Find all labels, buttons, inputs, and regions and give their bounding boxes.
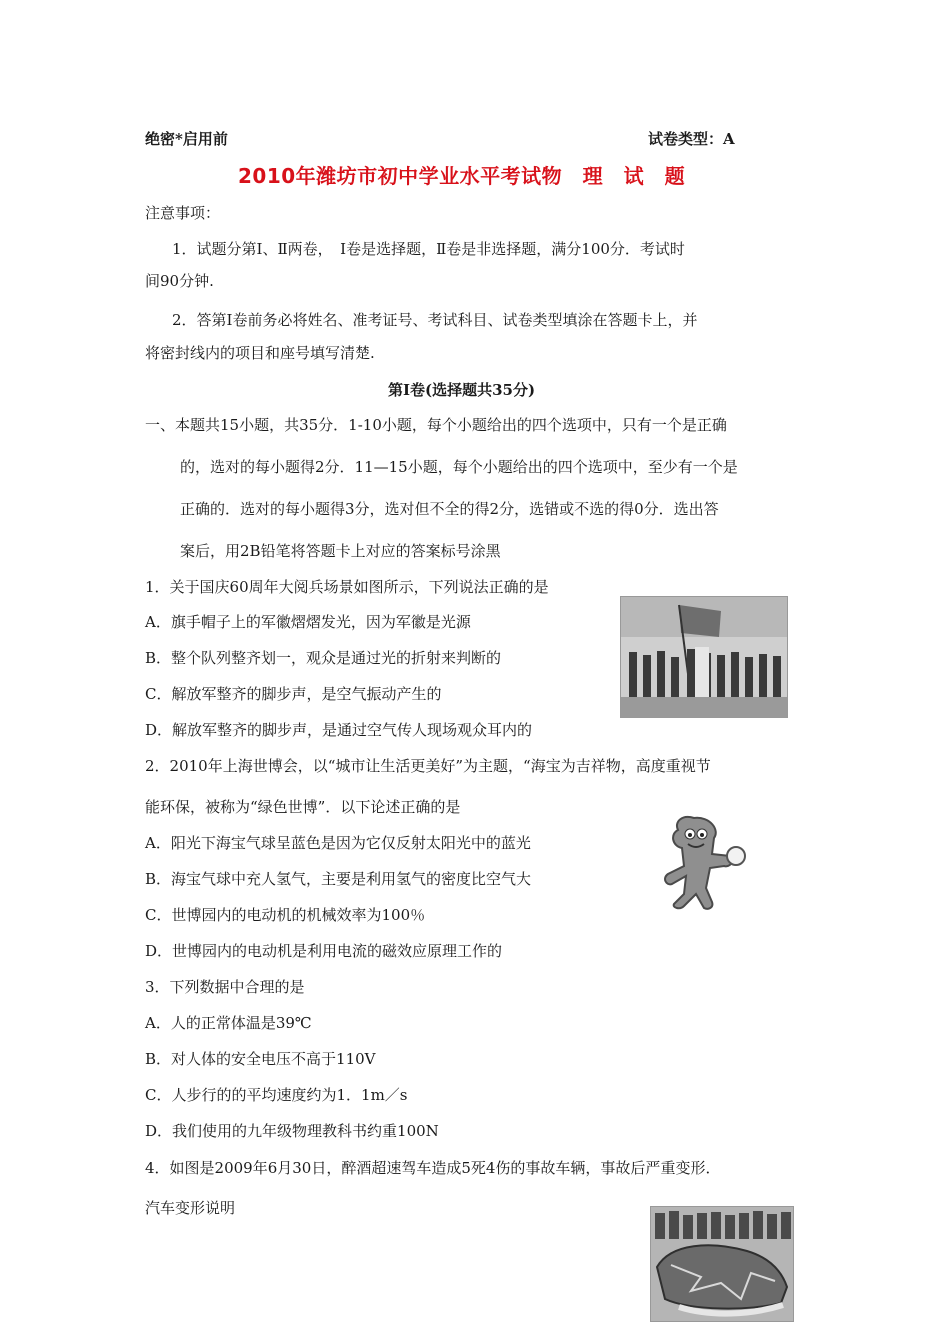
confidential-label: 绝密*启用前 — [145, 130, 228, 148]
question-4-stem-line-2: 汽车变形说明 — [145, 1199, 236, 1217]
paper-type-label: 试卷类型：A — [648, 130, 735, 148]
question-3-option-b: B．对人体的安全电压不高于110V — [145, 1050, 376, 1068]
section-1-title: 第Ⅰ卷(选择题共35分) — [388, 381, 536, 399]
question-2-option-c: C．世博园内的电动机的机械效率为100％ — [145, 906, 426, 924]
question-1-stem: 1．关于国庆60周年大阅兵场景如图所示，下列说法正确的是 — [145, 578, 549, 596]
notice-heading: 注意事项： — [145, 204, 221, 222]
instructions-line-1: 一、本题共15小题，共35分．1-10小题，每个小题给出的四个选项中，只有一个是正确 — [145, 416, 727, 434]
instructions-line-2: 的，选对的每小题得2分．11—15小题，每个小题给出的四个选项中，至少有一个是 — [180, 458, 738, 476]
question-3-option-d: D．我们使用的九年级物理教科书约重100N — [145, 1122, 439, 1140]
wrecked-car-photo — [650, 1206, 794, 1322]
instructions-line-4: 案后，用2B铅笔将答题卡上对应的答案标号涂黑 — [180, 542, 501, 560]
question-1-option-c: C．解放军整齐的脚步声，是空气振动产生的 — [145, 685, 442, 703]
question-2-option-d: D．世博园内的电动机是利用电流的磁效应原理工作的 — [145, 942, 503, 960]
question-1-option-a: A．旗手帽子上的军徽熠熠发光，因为军徽是光源 — [145, 613, 471, 631]
question-1-option-b: B．整个队列整齐划一，观众是通过光的折射来判断的 — [145, 649, 502, 667]
page-title: 2010年潍坊市初中学业水平考试物 理 试 题 — [238, 164, 686, 188]
haibao-mascot-image — [660, 812, 752, 912]
notice-item-1-line-2: 间90分钟. — [145, 272, 214, 290]
question-3-option-a: A．人的正常体温是39℃ — [145, 1014, 312, 1032]
notice-item-2-line-2: 将密封线内的项目和座号填写清楚. — [145, 344, 375, 362]
question-2-stem-line-1: 2．2010年上海世博会，以“城市让生活更美好”为主题，“海宝为吉祥物，高度重视节 — [145, 757, 711, 775]
question-2-option-b: B．海宝气球中充人氢气，主要是利用氢气的密度比空气大 — [145, 870, 532, 888]
notice-item-2-line-1: 2．答第Ⅰ卷前务必将姓名、准考证号、考试科目、试卷类型填涂在答题卡上，并 — [172, 311, 698, 329]
question-4-stem-line-1: 4．如图是2009年6月30日，醉酒超速驾车造成5死4伤的事故车辆，事故后严重变形． — [145, 1159, 721, 1177]
question-2-option-a: A．阳光下海宝气球呈蓝色是因为它仅反射太阳光中的蓝光 — [145, 834, 531, 852]
notice-item-1-line-1: 1．试题分第Ⅰ、Ⅱ两卷， Ⅰ卷是选择题，Ⅱ卷是非选择题，满分100分．考试时 — [172, 240, 685, 258]
instructions-line-3: 正确的．选对的每小题得3分，选对但不全的得2分，选错或不选的得0分．选出答 — [180, 500, 719, 518]
question-1-option-d: D．解放军整齐的脚步声，是通过空气传人现场观众耳内的 — [145, 721, 533, 739]
question-3-stem: 3．下列数据中合理的是 — [145, 978, 305, 996]
question-3-option-c: C．人步行的的平均速度约为1．1m／s — [145, 1086, 408, 1104]
parade-photo — [620, 596, 788, 718]
question-2-stem-line-2: 能环保，被称为“绿色世博”．以下论述正确的是 — [145, 798, 461, 816]
